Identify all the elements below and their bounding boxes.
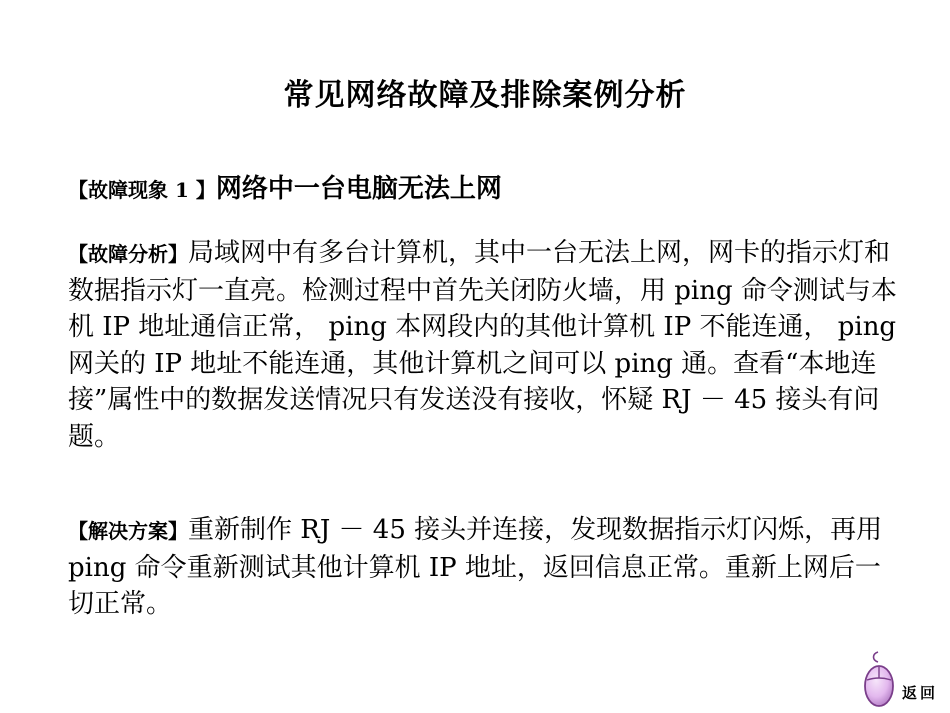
page-title: 常见网络故障及排除案例分析 <box>283 78 687 113</box>
case-heading-text: 网络中一台电脑无法上网 <box>215 174 502 204</box>
case-heading <box>68 168 502 205</box>
analysis-text: 局域网中有多台计算机，其中一台无法上网，网卡的指示灯和数据指示灯一直亮。检测过程中首先关闭防火墙，用 ping 命令测试与本机 IP 地址通信正常， ping 本网段内的其他计算机 IP 不能连通， ping 网关的 IP 地址不能连通，其他计算机之间可以 ping 通。查看“本地连接”属性中的数据发送情况只有发送没有接收，怀疑 RJ － 45 接头有问题。 <box>68 238 897 452</box>
solution-tag: 【解决方案】 <box>68 519 188 543</box>
back-button[interactable] <box>858 650 950 710</box>
back-label: 返回 <box>902 684 939 702</box>
analysis-paragraph <box>68 235 898 455</box>
case-tag: 【故障现象 1 】 <box>68 178 216 202</box>
solution-text: 重新制作 RJ － 45 接头并连接，发现数据指示灯闪烁，再用 ping 命令重新测试其他计算机 IP 地址，返回信息正常。重新上网后一切正常。 <box>68 515 883 619</box>
solution-paragraph <box>68 512 898 623</box>
mouse-icon <box>858 650 908 710</box>
analysis-tag: 【故障分析】 <box>68 242 188 266</box>
